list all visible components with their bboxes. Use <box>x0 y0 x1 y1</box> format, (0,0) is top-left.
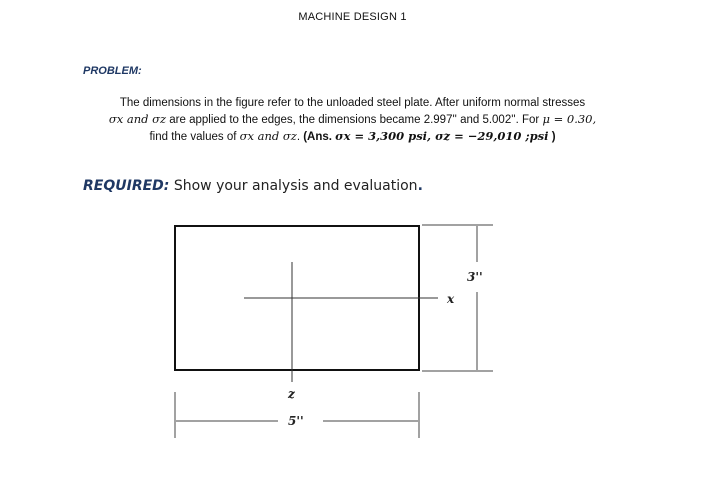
poisson-ratio: μ = 0.30, <box>542 112 597 126</box>
required-text: Show your analysis and evaluation <box>169 178 418 194</box>
problem-label: PROBLEM: <box>83 65 142 77</box>
height-dimension-label: 3'' <box>467 270 483 284</box>
z-axis-label: z <box>288 387 295 401</box>
sigma-x-symbol: σx <box>239 129 254 143</box>
sigma-x-symbol: σx <box>108 112 124 126</box>
required-period: . <box>417 178 423 194</box>
and-text: and <box>123 112 153 126</box>
width-dimension-label: 5'' <box>288 414 304 428</box>
answer-close: ) <box>548 131 556 143</box>
page-header: MACHINE DESIGN 1 <box>298 11 407 23</box>
period: . <box>296 131 304 143</box>
answer-open: (Ans. <box>303 131 336 143</box>
and-text: and <box>253 129 283 143</box>
problem-line-1: The dimensions in the figure refer to the unloaded steel plate. After uniform normal stresses <box>119 97 586 109</box>
answer-sigma-z: σz = −29,010 ;psi <box>431 129 549 143</box>
sigma-z-symbol: σz <box>152 112 167 126</box>
sigma-z-symbol: σz <box>282 129 297 143</box>
answer-sigma-x: σx = 3,300 psi, <box>335 129 432 143</box>
problem-line-2-text: are applied to the edges, the dimensions became 2.997'' and 5.002''. For <box>166 114 543 126</box>
x-axis-label: x <box>447 292 455 306</box>
required-label: REQUIRED: <box>83 178 170 194</box>
problem-line-3-text: find the values of <box>149 131 240 143</box>
